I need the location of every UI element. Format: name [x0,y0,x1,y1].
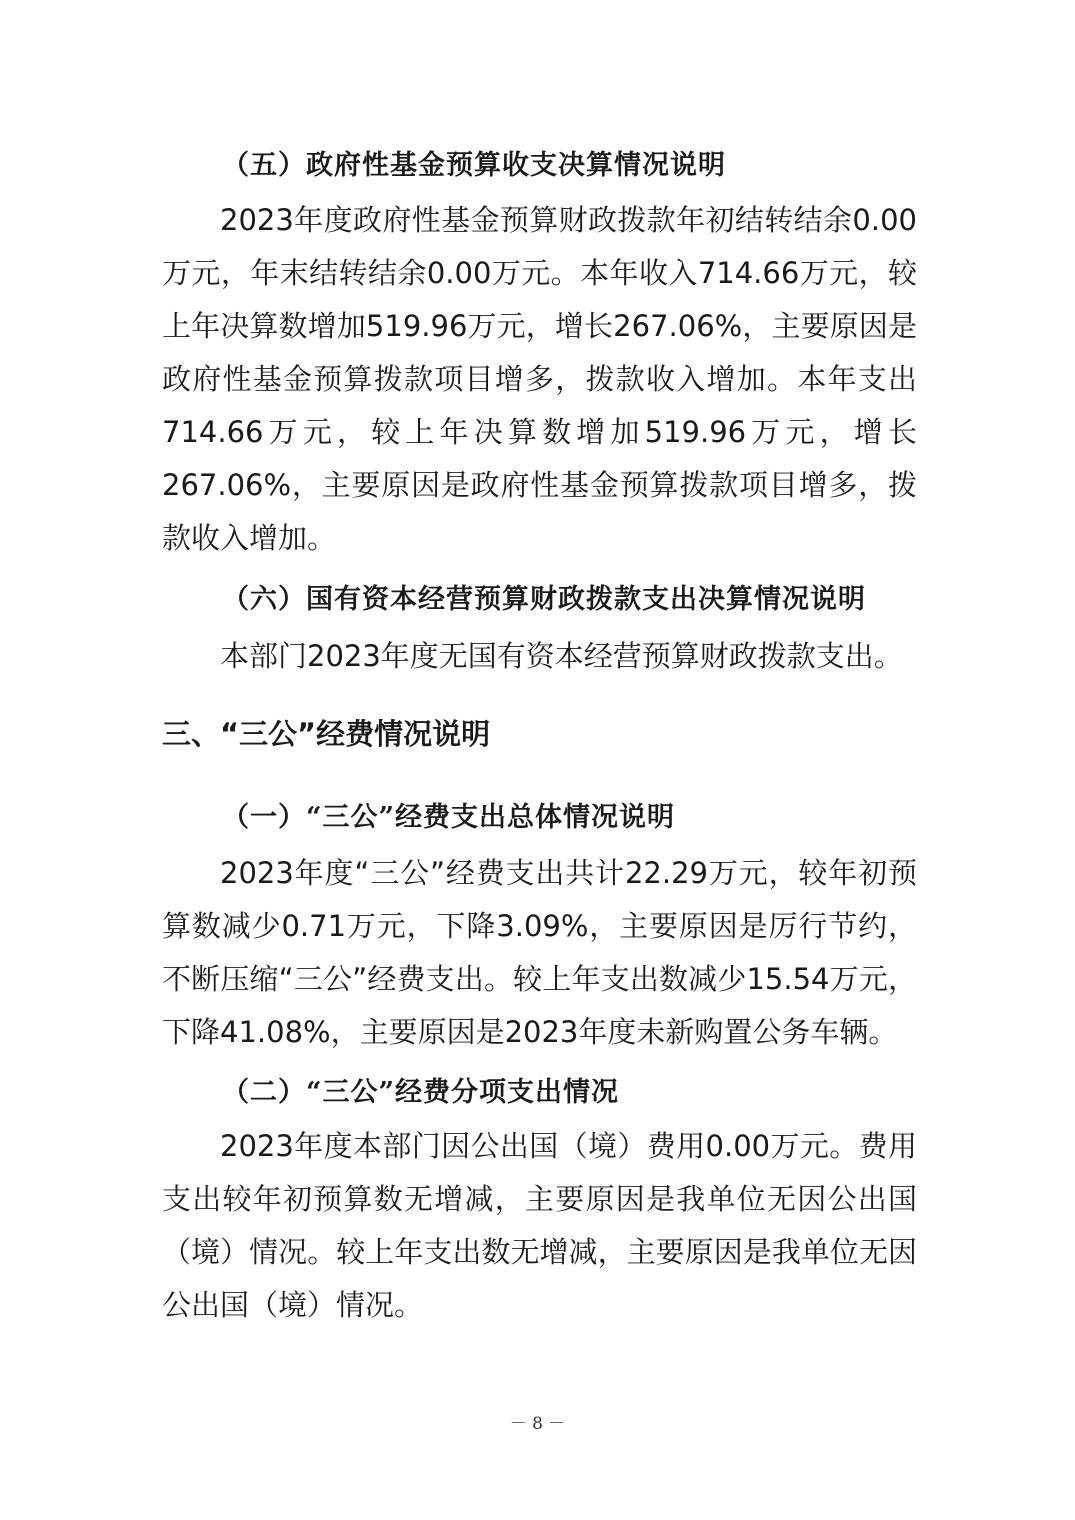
page-number: － 8 － [509,1414,566,1434]
section-5-paragraph: 2023年度政府性基金预算财政拨款年初结转结余0.00万元，年末结转结余0.00万元。本年收入714.66万元，较上年决算数增加519.96万元，增长267.06%，主要原因是政府性基金预算拨款项目增多，拨款收入增加。本年支出714.66万元，较上年决算数增加519.96万元，增长267.06%，主要原因是政府性基金预算拨款项目增多，拨款收入增加。 [162,203,917,555]
section-5-heading: （五）政府性基金预算收支决算情况说明 [222,150,726,181]
part-3-sub-2-heading: （二）“三公”经费分项支出情况 [222,1077,620,1108]
part-3-sub-2-paragraph: 2023年度本部门因公出国（境）费用0.00万元。费用支出较年初预算数无增减，主要原因是我单位无因公出国（境）情况。较上年支出数无增减，主要原因是我单位无因公出国（境）情况。 [162,1129,917,1322]
part-3-sub-1-paragraph: 2023年度“三公”经费支出共计22.29万元，较年初预算数减少0.71万元，下降3.09%，主要原因是厉行节约，不断压缩“三公”经费支出。较上年支出数减少15.54万元，下降41.08%，主要原因是2023年度未新购置公务车辆。 [162,856,917,1049]
section-6-heading: （六）国有资本经营预算财政拨款支出决算情况说明 [222,584,866,615]
section-6-paragraph: 本部门2023年度无国有资本经营预算财政拨款支出。 [220,639,903,673]
part-3-heading: 三、“三公”经费情况说明 [162,717,491,751]
part-3-sub-1-heading: （一）“三公”经费支出总体情况说明 [222,802,676,833]
